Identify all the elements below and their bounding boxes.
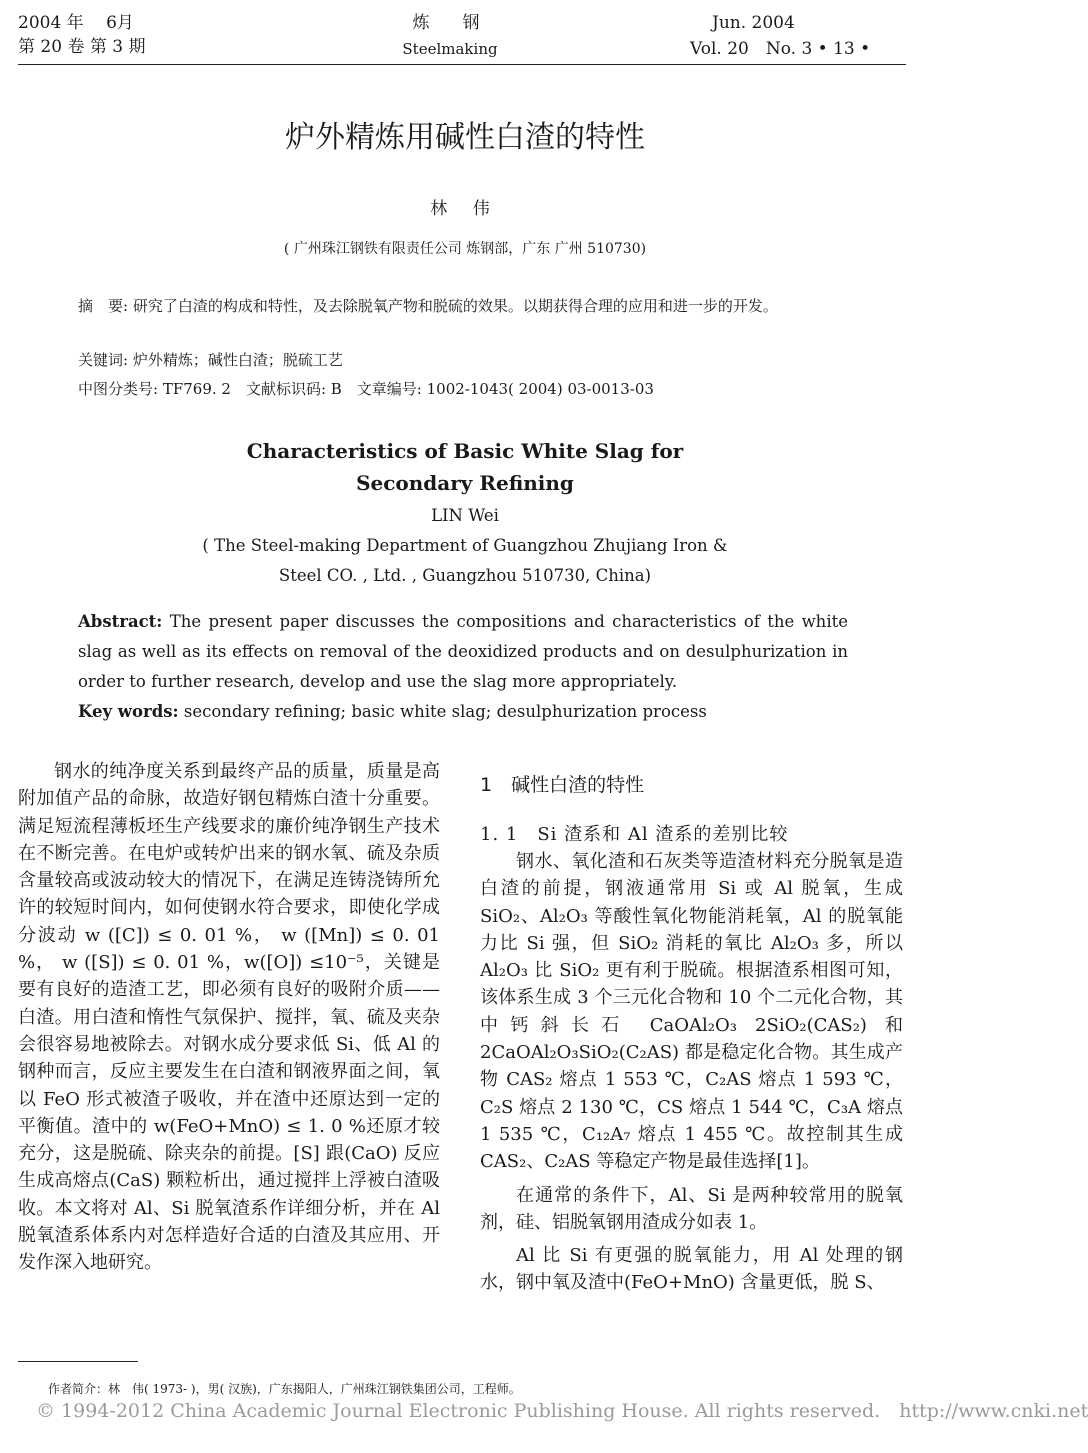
abstract-cn-label: 摘 要: [78,297,129,315]
keywords-en-text: secondary refining; basic white slag; desulphurization process [178,702,707,721]
keywords-cn [78,348,848,372]
affiliation-cn: ( 广州珠江钢铁有限责任公司 炼钢部，广东 广州 510730) [283,241,647,257]
affiliation-en-line1: ( The Steel-making Department of Guangzhou Zhujiang Iron & [202,536,728,555]
header-journal-cn: 炼 钢 [412,13,488,33]
body-right-column [480,848,903,1297]
header-journal-en: Steelmaking [402,40,498,58]
section-heading-1-1: 1. 1 Si 渣系和 Al 渣系的差别比较 [480,824,789,845]
abstract-cn [78,294,848,318]
abstract-cn-text: 研究了白渣的构成和特性，及去除脱氧产物和脱硫的效果。以期获得合理的应用和进一步的开发。 [128,297,778,315]
keywords-en-label: Key words: [78,702,179,721]
copyright-notice: © 1994-2012 China Academic Journal Electronic Publishing House. All rights reserved. http://www.cnki.net [36,1400,1088,1422]
header-date-cn: 2004 年 6月 [18,13,134,33]
header-rule [18,64,906,65]
classification-line: 中图分类号: TF769. 2 文献标识码: B 文章编号: 1002-1043( 2004) 03-0013-03 [78,380,654,398]
right-paragraph-1: 钢水、氧化渣和石灰类等造渣材料充分脱氧是造白渣的前提，钢液通常用 Si 或 Al 脱氧，生成 SiO₂、Al₂O₃ 等酸性氧化物能消耗氧，Al 的脱氧能力比 Si 强，但 SiO₂ 消耗的氧比 Al₂O₃ 多，所以 Al₂O₃ 比 SiO₂ 更有利于脱硫。根据渣系相图可知，该体系生成 3 个三元化合物和 10 个二元化合物，其中钙斜长石 CaOAl₂O₃ 2SiO₂(CAS₂) 和 2CaOAl₂O₃SiO₂(C₂AS) 都是稳定化合物。其生成产物 CAS₂ 熔点 1 553 ℃，C₂AS 熔点 1 593 ℃，C₂S 熔点 2 130 ℃，CS 熔点 1 544 ℃，C₃A 熔点 1 535 ℃，C₁₂A₇ 熔点 1 455 ℃。故控制其生成 CAS₂、C₂AS 等稳定产物是最佳选择[1]。 [480,851,903,1173]
author-footnote: 作者简介：林 伟( 1973- )，男( 汉族)，广东揭阳人，广州珠江钢铁集团公司，工程师。 [48,1382,521,1396]
body-left-column [18,758,440,1277]
keywords-cn-label: 关键词: [78,351,129,369]
abstract-en-label: Abstract: [78,612,163,631]
paper-title-en-line2: Secondary Refining [356,471,574,495]
author-en: LIN Wei [431,506,499,525]
abstract-en [78,607,848,697]
keywords-en [78,697,848,727]
footnote-rule [18,1361,138,1362]
keywords-cn-text: 炉外精炼；碱性白渣；脱硫工艺 [128,351,343,369]
right-paragraph-3: Al 比 Si 有更强的脱氧能力，用 Al 处理的钢水，钢中氧及渣中(FeO+MnO) 含量更低，脱 S、 [480,1245,903,1294]
abstract-en-text: The present paper discusses the compositions and characteristics of the white slag as well as its effects on removal of the deoxidized products and on desulphurization in order to further research, develop and use the slag more appropriately. [78,612,848,691]
author-cn: 林 伟 [430,199,500,219]
header-volume-cn: 第 20 卷 第 3 期 [18,37,146,57]
right-paragraph-2: 在通常的条件下，Al、Si 是两种较常用的脱氧剂，硅、铝脱氧钢用渣成分如表 1。 [480,1184,903,1233]
paper-title-en-line1: Characteristics of Basic White Slag for [246,439,684,463]
section-heading-1: 1 碱性白渣的特性 [480,774,645,796]
header-date-en: Jun. 2004 [712,13,795,33]
intro-paragraph: 钢水的纯净度关系到最终产品的质量，质量是高附加值产品的命脉，故造好钢包精炼白渣十分重要。满足短流程薄板坯生产线要求的廉价纯净钢生产技术在不断完善。在电炉或转炉出来的钢水氧、硫及杂质含量较高或波动较大的情况下，在满足连铸浇铸所允许的较短时间内，如何使钢水符合要求，即使化学成分波动 w ([C]) ≤ 0. 01 %， w ([Mn]) ≤ 0. 01 %， w ([S]) ≤ 0. 01 %，w([O]) ≤10⁻⁵，关键是要有良好的造渣工艺，即必须有良好的吸附介质——白渣。用白渣和惰性气氛保护、搅拌，氧、硫及夹杂会很容易地被除去。对钢水成分要求低 Si、低 Al 的钢种而言，反应主要发生在白渣和钢液界面之间，氧以 FeO 形式被渣子吸收，并在渣中还原达到一定的平衡值。渣中的 w(FeO+MnO) ≤ 1. 0 %还原才较充分，这是脱硫、除夹杂的前提。[S] 跟(CaO) 反应生成高熔点(CaS) 颗粒析出，通过搅拌上浮被白渣吸收。本文将对 Al、Si 脱氧渣系作详细分析，并在 Al 脱氧渣系体系内对怎样造好合适的白渣及其应用、开发作深入地研究。 [18,761,440,1274]
header-volume-en: Vol. 20 No. 3 • 13 • [690,39,871,59]
paper-title-cn: 炉外精炼用碱性白渣的特性 [285,120,645,155]
affiliation-en-line2: Steel CO. , Ltd. , Guangzhou 510730, China) [278,566,652,585]
